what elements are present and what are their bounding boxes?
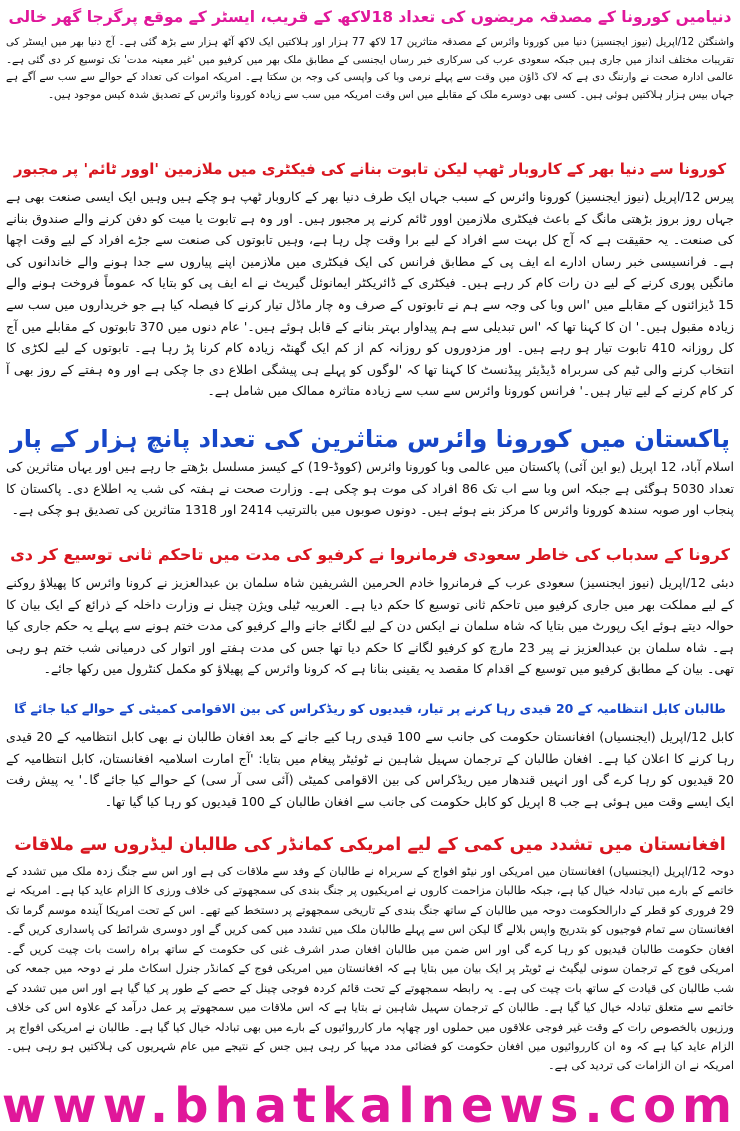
headline-saudi-curfew: کرونا کے سدباب کی خاطر سعودی فرمانروا نے کرفیو کی مدت میں تاحکم ثانی توسیع کر دی <box>10 545 730 564</box>
article-world-corona <box>6 0 734 121</box>
article-coffin-factory <box>6 152 734 404</box>
body-pakistan-cases: اسلام آباد، 12 اپریل (یو این آئی) پاکستان میں عالمی وبا کورونا وائرس (کووڈ-19) کے کیسز مسلسل بڑھتے جا رہے ہیں اور یہاں متاثرین کی تعداد 5030 ہوگئی ہے جبکہ اس وبا سے اب تک 86 افراد کی موت ہو چکی ہے۔ وزارت صحت نے ہفتہ کی شب یہ اطلاع دی۔ پاکستان کا پنجاب اور صوبہ سندھ کورونا وائرس کا مرکز بنے ہوئے ہیں۔ دونوں صوبوں میں بالترتیب 2414 اور 1318 متاثرین کی تصدیق ہو چکی ہے۔ <box>6 459 734 518</box>
body-coffin-factory: پیرس 12/اپریل (نیوز ایجنسیز) کورونا وائرس کے سبب جہاں ایک طرف دنیا بھر کے کاروبار ٹھپ ہو چکے ہیں وہیں ایک ایسی صنعت بھی ہے جہاں روز بروز بڑھتی مانگ کے باعث فیکٹری ملازمین اوور ٹائم کرنے پر مجبور ہیں۔ اور وہ ہے تابوت یا میت کو دفن کرنے والے صندوق بنانے کی صنعت۔ یہ حقیقت ہے کہ آج کل بہت سے افراد کے لیے برا وقت چل رہا ہے، وہیں تابوتوں کی صنعت سے جڑے افراد کے لیے وقت اچھا ہے۔ فرانسیسی خبر رساں ادارے اے ایف پی کے مطابق فرانس کی ایک فیکٹری میں ملازمین اپنے پیاروں سے جدا ہونے والے خاندانوں کی مانگیں پوری کرنے کے لیے دن رات کام کر رہے ہیں۔ فیکٹری کے ڈائریکٹر ایمانوئل گیریٹ نے اے ایف پی کو بتایا کہ عموماً فروخت ہونے والے 15 ڈیزائنوں کے مقابلے میں 'اس وبا کی وجہ سے ہم نے تابوتوں کے صرف وہ چار ماڈل تیار کرنے کا فیصلہ کیا ہے جو خریداروں میں سب سے زیادہ مقبول ہیں۔' ان کا کہنا تھا کہ 'اس تبدیلی سے ہم پیداوار بہتر بنانے کے قابل ہوئے ہیں۔' عام دنوں میں 370 تابوتوں کے مقابلے میں آج کل روزانہ 410 تابوت تیار ہو رہے ہیں۔ اور مزدوروں کو روزانہ کم از کم ایک گھنٹہ زیادہ کام کرنا پڑ رہا ہے۔ تابوتوں کے لیے لکڑی کا انتخاب کرنے والی ٹیم کی سربراہ ڈیڈیئر پیڈنسٹ کا کہنا تھا کہ 'لوگوں کو پہلے ہی پیشگی اطلاع دی جا چکی ہے اور وہ ہفتے کے روز بھی آ کر کام کرنے کے لیے تیار ہیں۔' فرانس کورونا وائرس سے سب سے زیادہ متاثرہ ممالک میں شامل ہے۔ <box>6 189 734 399</box>
headline-pakistan-cases: پاکستان میں کورونا وائرس متاثرین کی تعداد پانچ ہزار کے پار <box>9 425 731 453</box>
article-taliban-prisoners <box>6 692 734 814</box>
body-taliban-prisoners: کابل 12/اپریل (ایجنسیاں) افغانستان حکومت کی جانب سے 100 قیدی رہا کیے جانے کے بعد افغان طالبان نے بھی کابل انتظامیہ کے 20 قیدی رہا کرنے کا اعلان کیا ہے۔ افغان طالبان کے ترجمان سہیل شاہین نے ٹوئیٹر پیغام میں بتایا: 'آج امارت اسلامیہ افغانستان، کابل انتظامیہ کے 20 قیدیوں کو رہا کرے گی اور انہیں قندھار میں ریڈکراس کی بین الاقوامی کمیٹی (آئی سی آر سی) کے حوالے کیا جائے گا۔' یہ پیش رفت ایک ایسے وقت میں ہوئی ہے جب 8 اپریل کو کابل حکومت کی جانب سے افغان طالبان کے 100 قیدیوں کو رہا کیا گیا تھا۔ <box>6 729 734 809</box>
body-us-commander-meeting: دوحہ 12/اپریل (ایجنسیاں) افغانستان میں امریکی اور نیٹو افواج کے سربراہ نے طالبان کے وفد سے ملاقات کی ہے اور اس سے جنگ زدہ ملک میں تشدد کے خاتمے کے بارے میں تبادلہ خیال کیا ہے، جبکہ طالبان مزاحمت کاروں نے امریکیوں پر جنگ بندی کی سمجھوتے کی خلاف ورزی کا الزام عاید کیا ہے۔ امریکہ نے 29 فروری کو قطر کے دارالحکومت دوحہ میں طالبان کے ساتھ جنگ بندی کے تاریخی سمجھوتے پر دستخط کیے تھے۔ اس کے تحت امریکا آیندہ موسم گرما تک افغانستان سے تمام فوجیوں کو بتدریج واپس بلالے گا لیکن اس سے پہلے طالبان ملک میں تشدد میں کمی کریں گے اور دوسری شرائط کی پاسداری کریں گے۔ افغان حکومت طالبان قیدیوں کو رہا کرے گی اور اس ضمن میں طالبان افغان صدر اشرف غنی کی حکومت کے ساتھ براہ راست بات چیت کریں گے۔ امریکی فوج کے ترجمان سونی لیگیٹ نے ٹویٹر پر ایک بیان میں بتایا ہے کہ افغانستان میں امریکی فوج کے کمانڈر جنرل اسکاٹ ملر نے دوحہ میں جمعہ کی شب طالبان کی قیادت کے ساتھ بات چیت کی ہے۔ یہ رابطہ سمجھوتے کے تحت قائم کردہ فوجی چینل کے حصے کے طور پر کیا گیا ہے اور اس میں تشدد کے خاتمے سے متعلق تبادلہ خیال کیا گیا ہے۔ طالبان کے ترجمان سہیل شاہین نے بتایا ہے کہ اس ملاقات میں سمجھوتے پر عمل درآمد کے علاوہ اس کی خلاف ورزیوں بالخصوص رات کے وقت غیر فوجی علاقوں میں حملوں اور چھاپہ مار کارروائیوں کے بارے میں بھی تبادلہ خیال کیا گیا ہے۔ طالبان نے امریکی افواج پر الزام عاید کیا ہے کہ وہ ان کارروائیوں میں افغان حکومت کو فضائی مدد مہیا کر رہی ہیں جس کے نتیجے میں عام شہریوں کی ہلاکتیں ہو رہی ہیں۔ امریکہ نے ان الزامات کی تردید کی ہے۔ <box>6 865 734 1073</box>
headline-coffin-factory: کورونا سے دنیا بھر کے کاروبار ٹھپ لیکن تابوت بنانے کی فیکٹری میں ملازمین 'اوور ٹائم' پر مجبور <box>13 160 727 178</box>
headline-world-corona: دنیامیں کورونا کے مصدقہ مریضوں کی تعداد 18لاکھ کے قریب، ایسٹر کے موقع پرگرجا گھر خالی <box>8 8 732 26</box>
footer-website-url[interactable]: www.bhatkalnews.com <box>1 1082 739 1131</box>
headline-us-commander-meeting: افغانستان میں تشدد میں کمی کے لیے امریکی کمانڈر کی طالبان لیڈروں سے ملاقات <box>14 835 726 855</box>
article-us-commander-meeting <box>6 828 734 1078</box>
body-world-corona: واشنگٹن 12/اپریل (نیوز ایجنسیز) دنیا میں کورونا وائرس کے مصدقہ متاثرین 17 لاکھ 77 ہزار اور ہلاکتیں ایک لاکھ آٹھ ہزار سے بڑھ گئی ہے۔ آج دنیا بھر میں ایسٹر کی تقریبات مختلف انداز میں جاری ہیں جبکہ سعودی عرب کی سرکاری خبر رساں ایجنسی کے مطابق ملک بھر میں کرفیو میں 'غیر معینہ مدت' تک توسیع کر دی گئی ہے۔ عالمی ادارہ صحت نے وارننگ دی ہے کہ لاک ڈاؤن میں وقت سے پہلے نرمی وبا کی واپسی کی وجہ بن سکتا ہے۔ امریکہ اموات کی تعداد کے حوالے سے سب سے آگے ہے جہاں بیس ہزار ہلاکتیں ہوئی ہیں۔ کسی بھی دوسرے ملک کے مقابلے میں اس وقت امریکہ میں سب سے زیادہ کورونا وائرس کے تصدیق شدہ کیس موجود ہیں۔ <box>6 36 734 102</box>
headline-taliban-prisoners: طالبان کابل انتظامیہ کے 20 قیدی رہا کرنے پر تیار، قیدیوں کو ریڈکراس کی بین الاقوامی کمیٹی کے حوالے کیا جائے گا <box>14 701 726 716</box>
article-pakistan-cases <box>6 422 734 522</box>
article-saudi-curfew <box>6 538 734 682</box>
body-saudi-curfew: دبئی 12/اپریل (نیوز ایجنسیز) سعودی عرب کے فرمانروا خادم الحرمین الشریفین شاہ سلمان بن عبدالعزیز نے کرونا وائرس کا پھیلاؤ روکنے کے لیے مملکت بھر میں جاری کرفیو میں تاحکم ثانی توسیع کا حکم دیا ہے۔ العربیہ ٹیلی ویژن چینل نے وزارت داخلہ کے ذرائع کے ایک بیان کا حوالہ دیتے ہوئے ایک رپورٹ میں بتایا کہ شاہ سلمان نے ایکس دن کے لیے لگائے جانے والے کرفیو کی مدت ختم ہونے سے پہلے یہ حکم جاری کیا ہے۔ شاہ سلمان بن عبدالعزیز نے پیر 23 مارچ کو کرفیو لگانے کا حکم دیا تھا جس کی مدت ہفتے اور اتوار کی درمیانی شب ختم ہو رہی تھی۔ بیان کے مطابق کرفیو میں توسیع کے اقدام کا مقصد یہ یقینی بنانا ہے کہ کرونا وائرس کے پھیلاؤ کو مکمل کنٹرول میں رکھا جائے۔ <box>6 575 734 677</box>
